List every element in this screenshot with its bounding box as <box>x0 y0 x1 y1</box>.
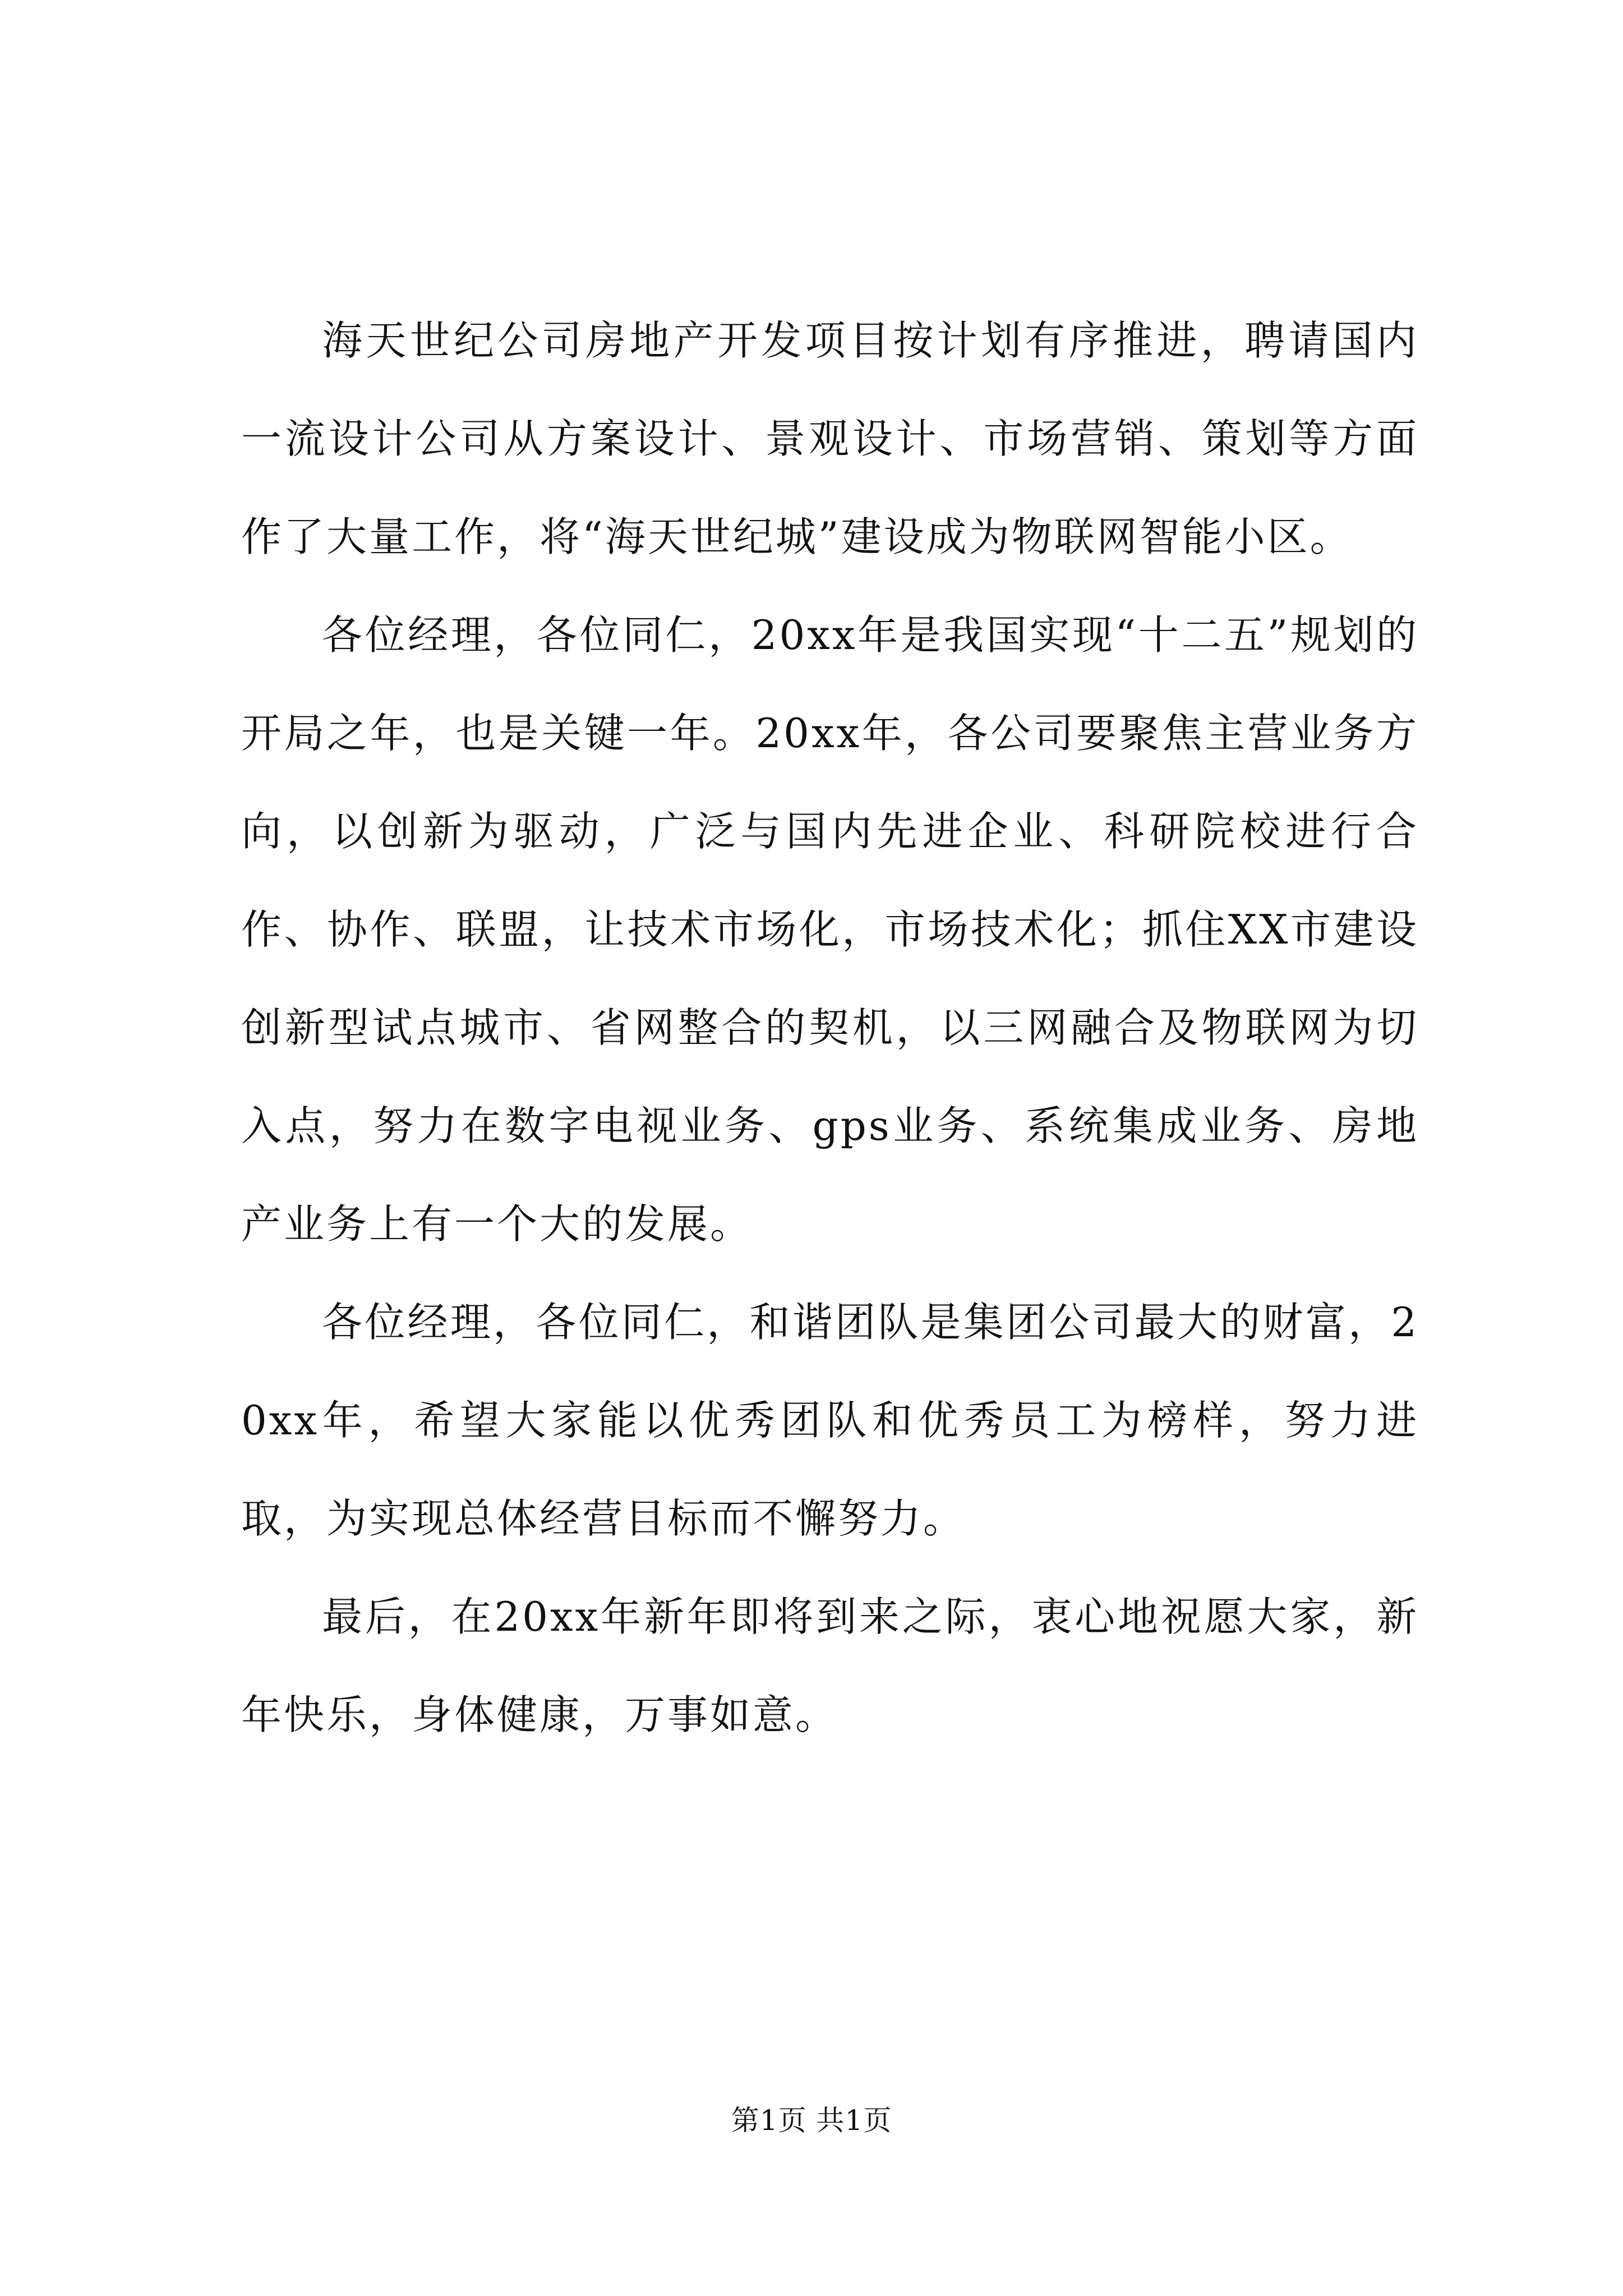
paragraph-2: 各位经理，各位同仁，20xx年是我国实现“十二五”规划的开局之年，也是关键一年。20xx年，各公司要聚焦主营业务方向，以创新为驱动，广泛与国内先进企业、科研院校进行合作、协作、联盟，让技术市场化，市场技术化；抓住XX市建设创新型试点城市、省网整合的契机，以三网融合及物联网为切入点，努力在数字电视业务、gps业务、系统集成业务、房地产业务上有一个大的发展。 <box>241 611 1419 1248</box>
page-footer: 第1页 共1页 <box>731 2104 892 2137</box>
paragraph-4: 最后，在20xx年新年即将到来之际，衷心地祝愿大家，新年快乐，身体健康，万事如意。 <box>241 1593 1419 1738</box>
document-body <box>241 292 1419 1764</box>
paragraph-3: 各位经理，各位同仁，和谐团队是集团公司最大的财富，20xx年，希望大家能以优秀团队和优秀员工为榜样，努力进取，为实现总体经营目标而不懈努力。 <box>241 1299 1419 1542</box>
paragraph-1: 海天世纪公司房地产开发项目按计划有序推进，聘请国内一流设计公司从方案设计、景观设计、市场营销、策划等方面作了大量工作，将“海天世纪城”建设成为物联网智能小区。 <box>241 317 1419 560</box>
